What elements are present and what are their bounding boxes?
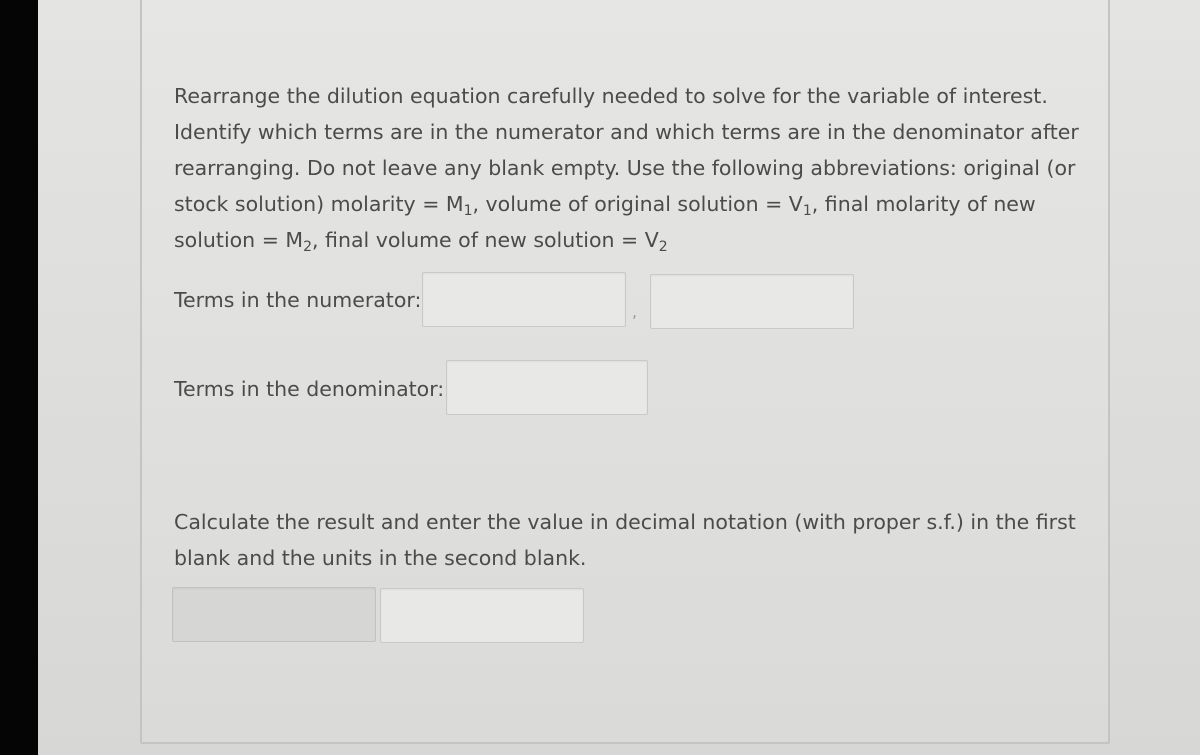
question-line-5-part-b: , final volume of new solution = V bbox=[312, 228, 659, 252]
question-text bbox=[174, 78, 1079, 258]
numerator-label: Terms in the numerator: bbox=[174, 288, 422, 312]
question-line-4 bbox=[174, 186, 1074, 222]
subscript-v2: 2 bbox=[658, 239, 668, 255]
question-line-4-part-a: stock solution) molarity = M bbox=[174, 192, 464, 216]
question-line-5 bbox=[174, 222, 1074, 258]
question-line-2: Identify which terms are in the numerator and which terms are in the denominator after bbox=[174, 120, 1079, 144]
denominator-input-1[interactable] bbox=[446, 360, 648, 415]
result-instruction-line-1: Calculate the result and enter the value in decimal notation (with proper s.f.) in the first bbox=[174, 510, 1076, 534]
question-line-3: rearranging. Do not leave any blank empty. Use the following abbreviations: original (or bbox=[174, 156, 1076, 180]
result-instruction-line-2: blank and the units in the second blank. bbox=[174, 546, 587, 570]
result-units-input[interactable] bbox=[380, 588, 584, 643]
question-line-4-part-b: , volume of original solution = V bbox=[472, 192, 803, 216]
numerator-input-1[interactable] bbox=[422, 272, 626, 327]
question-line-5-part-a: solution = M bbox=[174, 228, 304, 252]
device-bezel bbox=[0, 0, 38, 755]
result-value-input[interactable] bbox=[172, 587, 376, 642]
denominator-label: Terms in the denominator: bbox=[174, 377, 445, 401]
numerator-input-2[interactable] bbox=[650, 274, 854, 329]
subscript-m1: 1 bbox=[463, 203, 473, 219]
numerator-separator: , bbox=[632, 302, 638, 321]
question-line-4-part-c: , final molarity of new bbox=[811, 192, 1036, 216]
subscript-m2: 2 bbox=[303, 239, 312, 255]
subscript-v1: 1 bbox=[802, 203, 812, 219]
result-instructions bbox=[174, 504, 1074, 576]
question-line-1: Rearrange the dilution equation carefully needed to solve for the variable of interest. bbox=[174, 84, 1048, 108]
